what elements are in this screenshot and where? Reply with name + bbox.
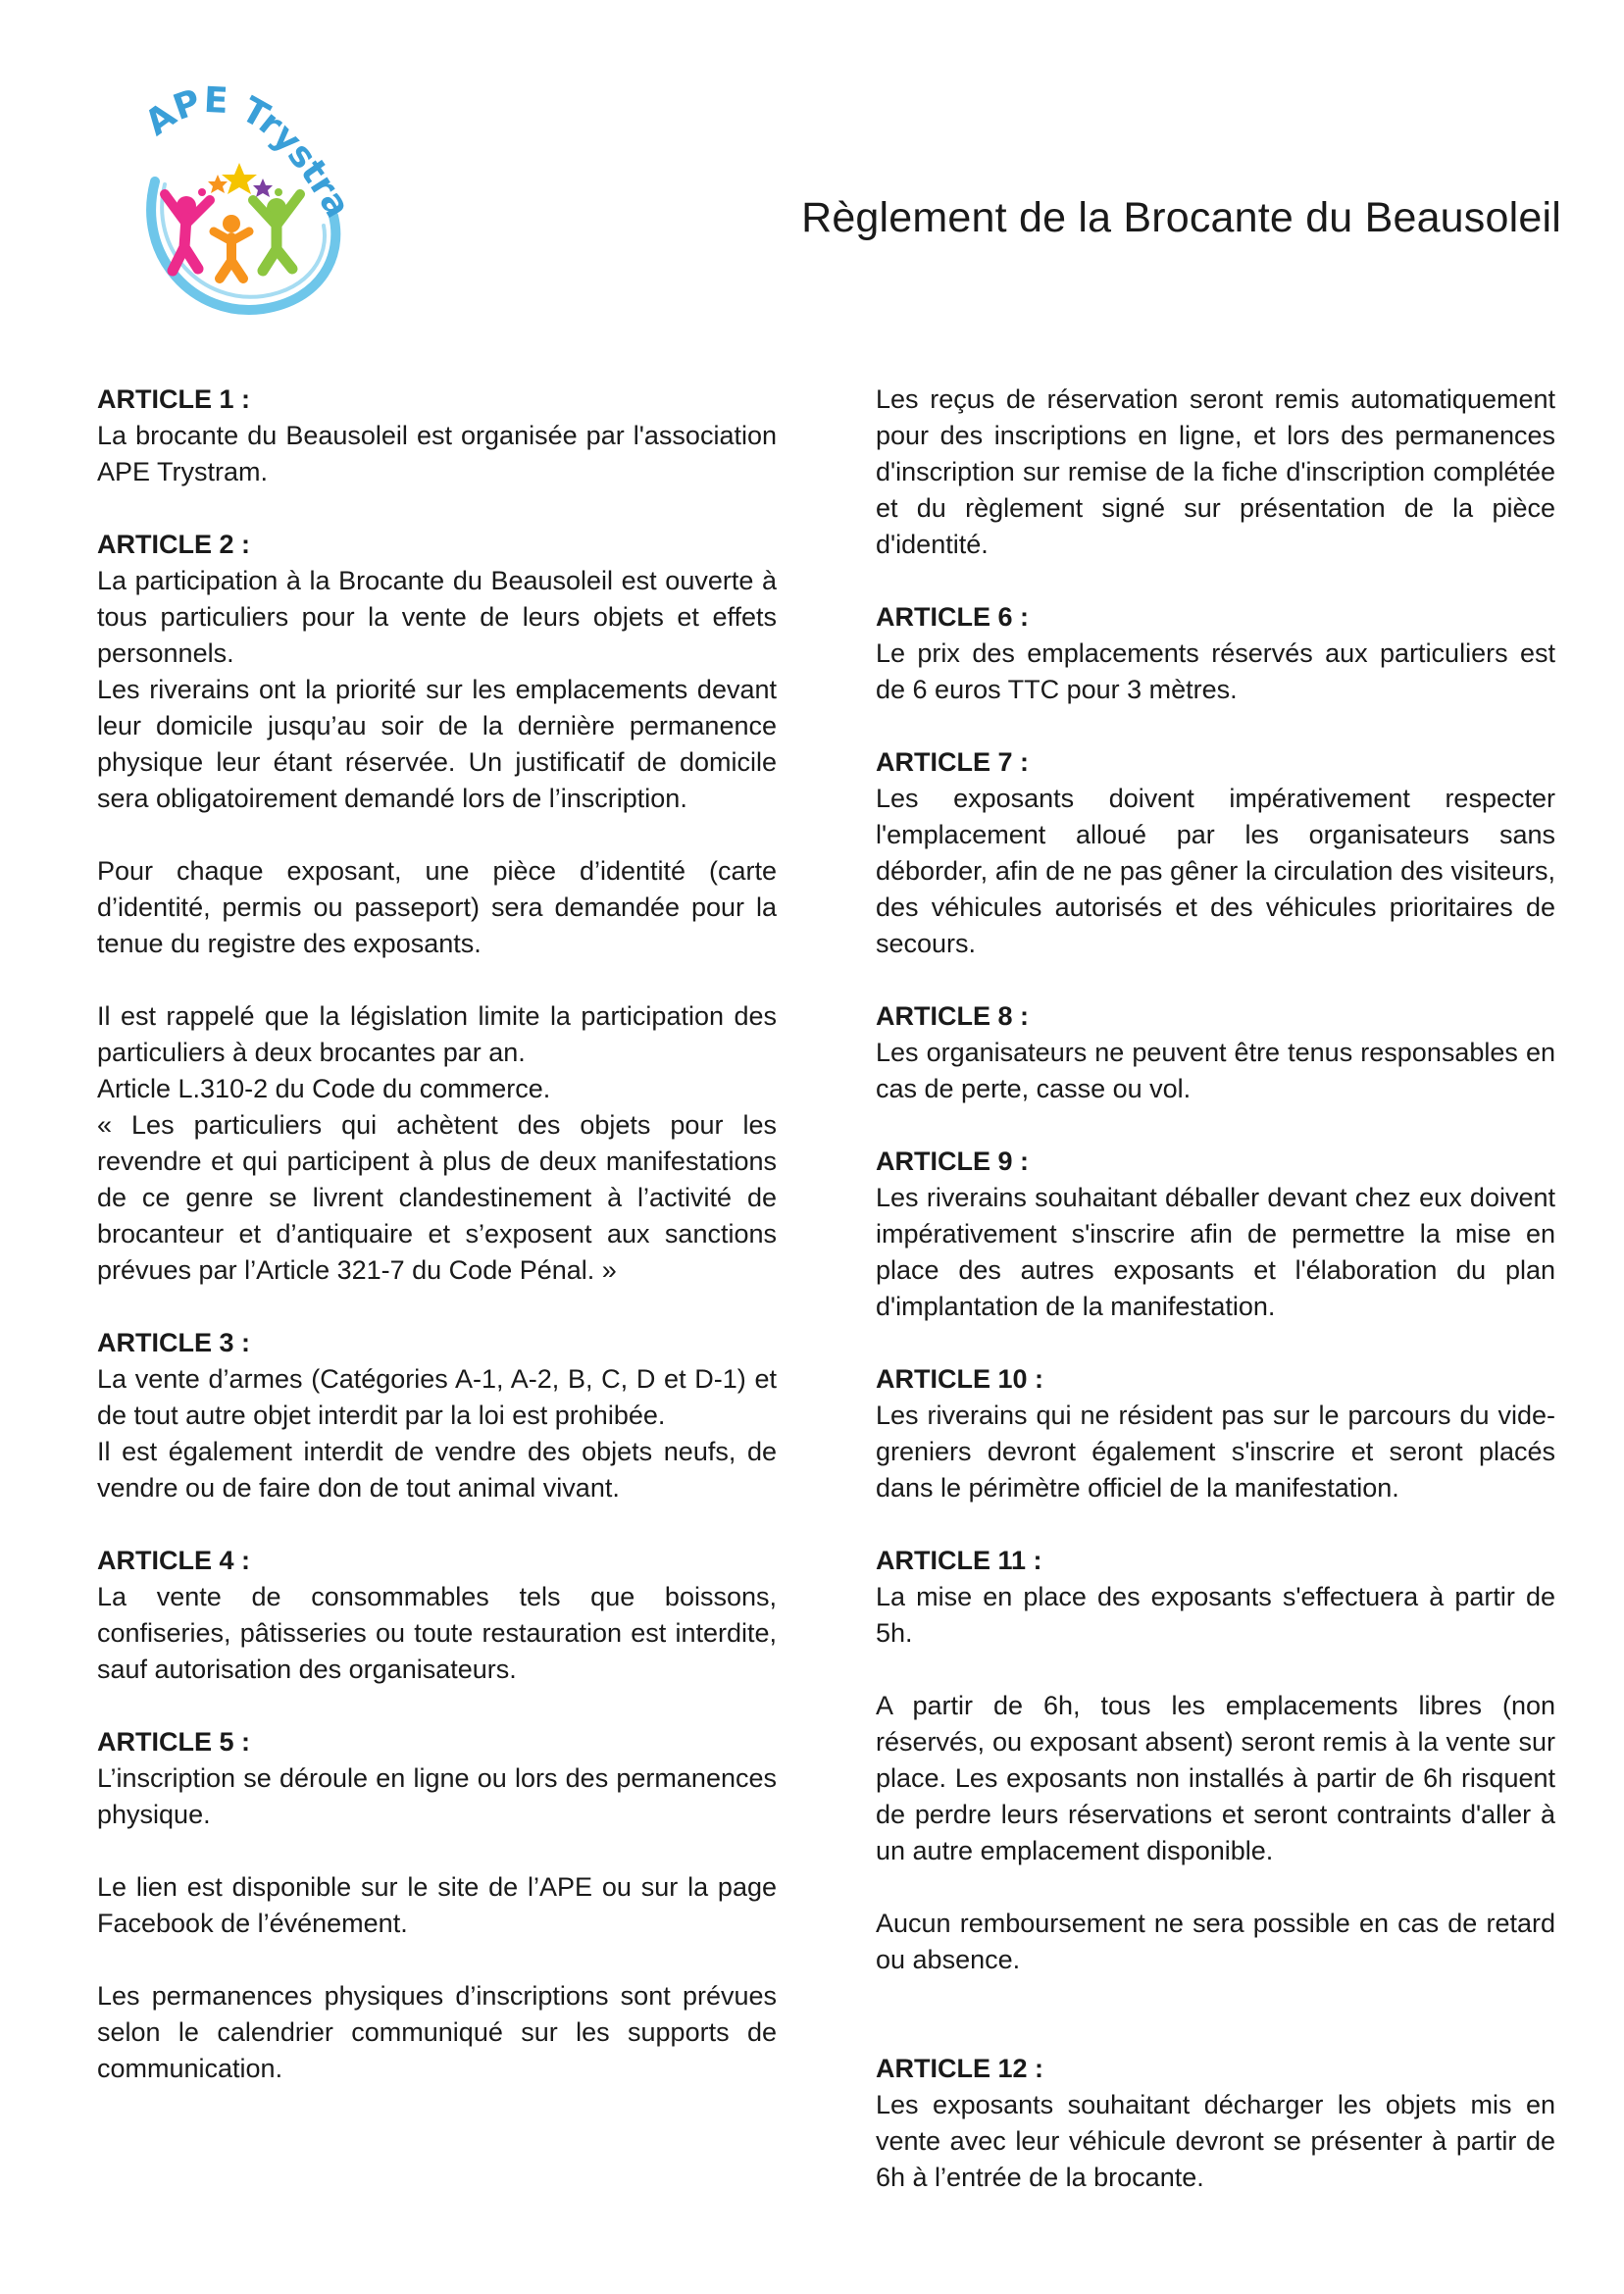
dot-icon xyxy=(275,188,282,196)
article-paragraph: La mise en place des exposants s'effectuera à partir de 5h. xyxy=(876,1582,1555,1648)
green-figure-icon xyxy=(253,194,300,271)
article-heading: ARTICLE 11 : xyxy=(876,1546,1042,1575)
article-heading: ARTICLE 1 : xyxy=(97,384,251,414)
article-paragraph: Les riverains souhaitant déballer devant chez eux doivent impérativement s'inscrire afin de permettre la mise en place des autres exposants et l'élaboration du plan d'implantation de la manifestation. xyxy=(876,1183,1555,1321)
article-heading: ARTICLE 6 : xyxy=(876,602,1030,632)
article-1 xyxy=(97,382,777,490)
star-icon xyxy=(222,163,257,194)
article-paragraph: Le prix des emplacements réservés aux particuliers est de 6 euros TTC pour 3 mètres. xyxy=(876,638,1555,704)
article-11 xyxy=(876,1543,1555,1978)
left-column xyxy=(97,382,777,2123)
article-heading: ARTICLE 5 : xyxy=(97,1727,251,1757)
article-paragraph: La brocante du Beausoleil est organisée par l'association APE Trystram. xyxy=(97,421,777,486)
logo-text-path: APE Trystr xyxy=(137,79,345,205)
article-paragraph: Aucun remboursement ne sera possible en cas de retard ou absence. xyxy=(876,1909,1555,1974)
article-3 xyxy=(97,1325,777,1506)
article-paragraph: Il est rappelé que la législation limite la participation des particuliers à deux brocantes par an. xyxy=(97,1001,777,1067)
article-heading: ARTICLE 12 : xyxy=(876,2054,1044,2083)
orange-figure-icon xyxy=(214,215,249,279)
article-paragraph: « Les particuliers qui achètent des objets pour les revendre et qui participent à plus de deux manifestations de ce genre se livrent clandestinement à l’activité de brocanteur et d’antiquaire et s’exposent aux sanctions prévues par l’Article 321-7 du Code Pénal. » xyxy=(97,1110,777,1285)
dot-icon xyxy=(198,188,206,196)
article-heading: ARTICLE 3 : xyxy=(97,1328,251,1357)
article-7 xyxy=(876,744,1555,962)
article-2 xyxy=(97,527,777,1289)
document-title: Règlement de la Brocante du Beausoleil xyxy=(801,194,1561,241)
article-paragraph: Article L.310-2 du Code du commerce. xyxy=(97,1074,551,1103)
article-paragraph: Les reçus de réservation seront remis automatiquement pour des inscriptions en ligne, et lors des permanences d'inscription sur remise de la fiche d'inscription complétée et du règlement signé sur présentation de la pièce d'identité. xyxy=(876,384,1555,559)
article-4 xyxy=(97,1543,777,1688)
article-paragraph: Les riverains qui ne résident pas sur le parcours du vide-greniers devront également s'inscrire et seront placés dans le périmètre officiel de la manifestation. xyxy=(876,1401,1555,1503)
pink-figure-icon xyxy=(165,194,210,271)
article-5-continued xyxy=(876,382,1555,563)
article-5 xyxy=(97,1724,777,2087)
star-icon xyxy=(208,175,228,193)
article-paragraph: L’inscription se déroule en ligne ou lors des permanences physique. xyxy=(97,1763,777,1829)
logo-graphic xyxy=(116,69,351,333)
article-paragraph: Les exposants souhaitant décharger les objets mis en vente avec leur véhicule devront se présenter à partir de 6h à l’entrée de la brocante. xyxy=(876,2090,1555,2192)
article-9 xyxy=(876,1144,1555,1325)
article-heading: ARTICLE 8 : xyxy=(876,1001,1030,1031)
article-paragraph: Le lien est disponible sur le site de l’APE ou sur la page Facebook de l’événement. xyxy=(97,1872,777,1938)
right-column xyxy=(876,382,1555,2232)
article-paragraph: Les permanences physiques d’inscriptions sont prévues selon le calendrier communiqué sur les supports de communication. xyxy=(97,1981,777,2083)
article-paragraph: Les organisateurs ne peuvent être tenus responsables en cas de perte, casse ou vol. xyxy=(876,1038,1555,1103)
article-8 xyxy=(876,998,1555,1107)
article-paragraph: La vente d’armes (Catégories A-1, A-2, B, C, D et D-1) et de tout autre objet interdit par la loi est prohibée. xyxy=(97,1364,777,1430)
article-paragraph: Les exposants doivent impérativement respecter l'emplacement alloué par les organisateurs sans déborder, afin de ne pas gêner la circulation des visiteurs, des véhicules autorisés et des véhicules prioritaires de secours. xyxy=(876,784,1555,958)
article-paragraph: Pour chaque exposant, une pièce d’identité (carte d’identité, permis ou passeport) sera demandée pour la tenue du registre des exposants. xyxy=(97,856,777,958)
article-heading: ARTICLE 4 : xyxy=(97,1546,251,1575)
article-10 xyxy=(876,1361,1555,1506)
article-heading: ARTICLE 10 : xyxy=(876,1364,1044,1394)
article-12 xyxy=(876,2051,1555,2196)
ape-trystram-logo xyxy=(116,69,351,333)
article-paragraph: La vente de consommables tels que boissons, confiseries, pâtisseries ou toute restauration est interdite, sauf autorisation des organisateurs. xyxy=(97,1582,777,1684)
article-heading: ARTICLE 2 : xyxy=(97,530,251,559)
article-heading: ARTICLE 7 : xyxy=(876,747,1030,777)
article-6 xyxy=(876,599,1555,708)
article-paragraph: Les riverains ont la priorité sur les emplacements devant leur domicile jusqu’au soir de la dernière permanence physique leur étant réservée. Un justificatif de domicile sera obligatoirement demandé lors de l’inscription. xyxy=(97,675,777,813)
star-icon xyxy=(253,178,273,197)
article-paragraph: Il est également interdit de vendre des objets neufs, de vendre ou de faire don de tout animal vivant. xyxy=(97,1437,777,1503)
article-paragraph: A partir de 6h, tous les emplacements libres (non réservés, ou exposant absent) seront remis à la vente sur place. Les exposants non installés à partir de 6h risquent de perdre leurs réservations et seront contraints d'aller à un autre emplacement disponible. xyxy=(876,1691,1555,1865)
article-heading: ARTICLE 9 : xyxy=(876,1147,1030,1176)
article-paragraph: La participation à la Brocante du Beausoleil est ouverte à tous particuliers pour la vente de leurs objets et effets personnels. xyxy=(97,566,777,668)
